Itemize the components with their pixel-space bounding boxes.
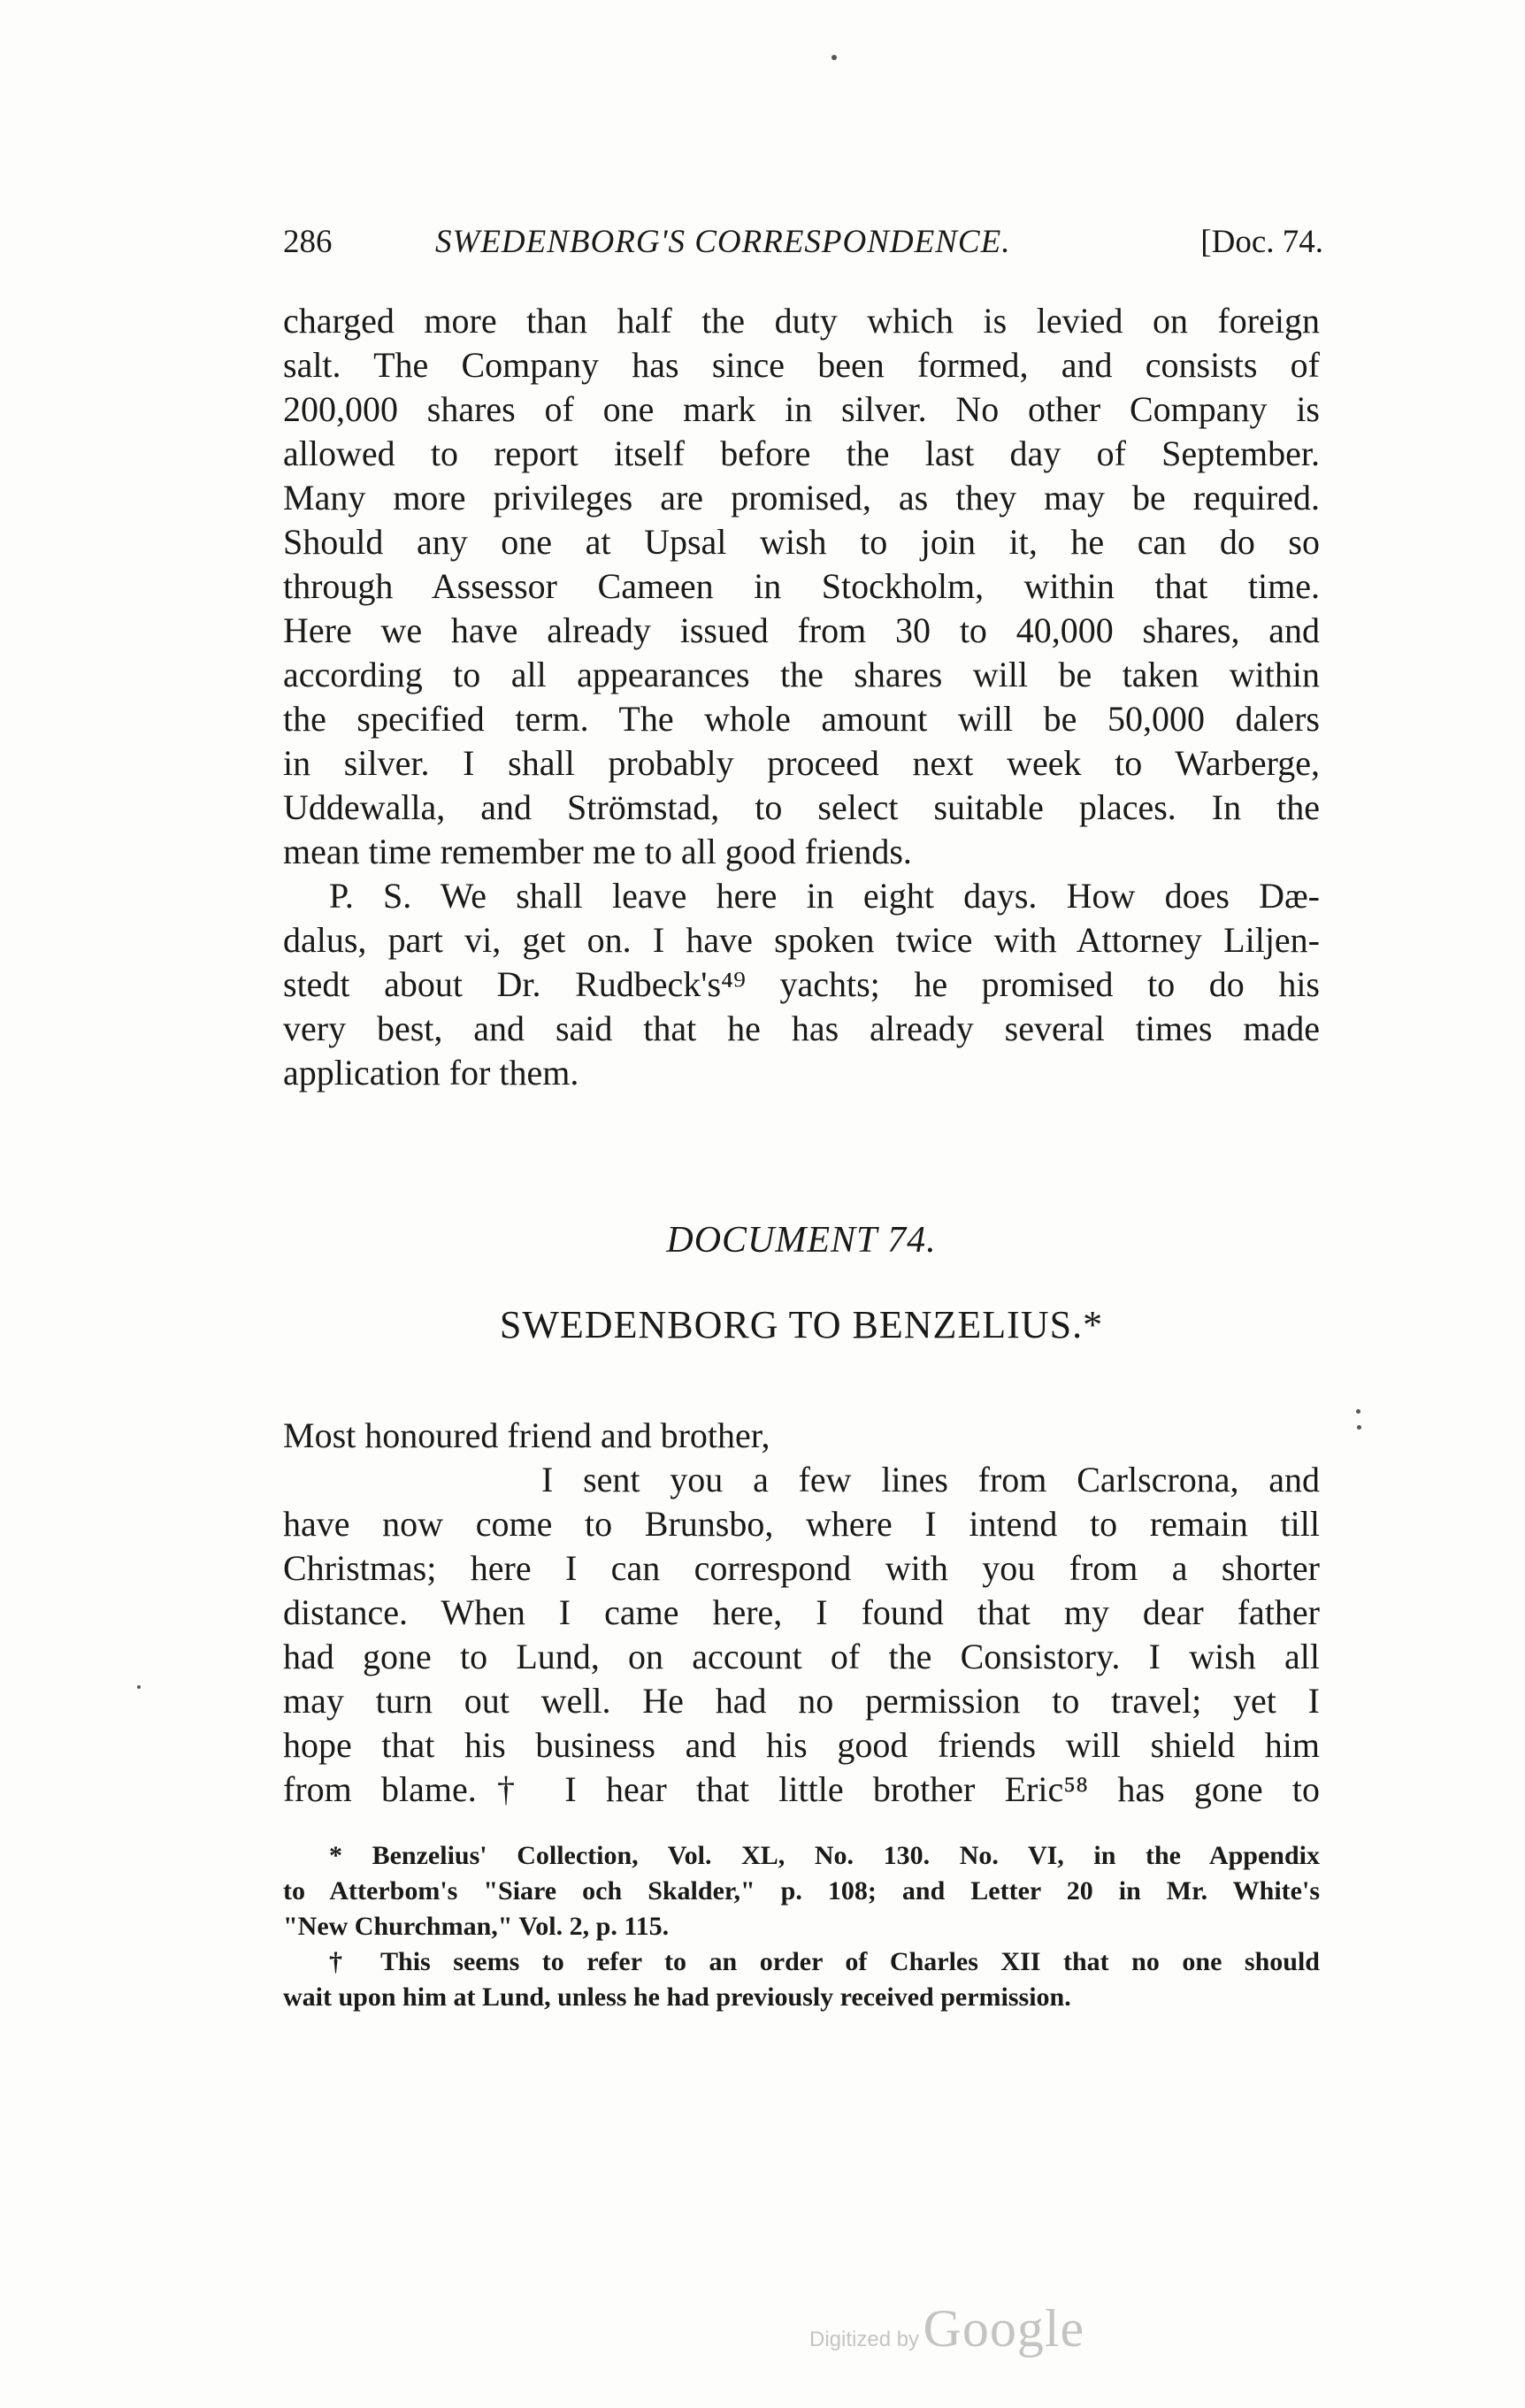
watermark-brand: Google [923, 2299, 1085, 2358]
text-line: application for them. [283, 1053, 579, 1093]
watermark-prefix: Digitized by [809, 2327, 920, 2351]
page-header [283, 223, 1323, 267]
text-line: Christmas; here I can correspond with you from a shorter [283, 1548, 1320, 1588]
footnote-line: to Atterbom's "Siare och Skalder," p. 108; and Letter 20 in Mr. White's [283, 1876, 1320, 1906]
text-line: had gone to Lund, on account of the Consistory. I wish all [283, 1637, 1320, 1676]
text-line: may turn out well. He had no permission to travel; yet I [283, 1681, 1320, 1721]
letter-body [283, 1414, 1320, 1812]
text-line: through Assessor Cameen in Stockholm, within that time. [283, 566, 1320, 606]
salutation: Most honoured friend and brother, [283, 1415, 770, 1455]
text-line: allowed to report itself before the last day of September. [283, 433, 1320, 473]
text-line: Many more privileges are promised, as they may be required. [283, 478, 1320, 518]
text-line: the specified term. The whole amount will be 50,000 dalers [283, 699, 1320, 739]
postscript-paragraph [283, 874, 1320, 1095]
document-subheading: SWEDENBORG TO BENZELIUS.* [499, 1303, 1104, 1346]
footnote-line: "New Churchman," Vol. 2, p. 115. [283, 1912, 670, 1941]
scan-speck [1357, 1425, 1361, 1430]
text-line: charged more than half the duty which is levied on foreign [283, 301, 1320, 341]
scan-speck [831, 55, 837, 60]
continuation-paragraph [283, 299, 1320, 874]
document-reference: [Doc. 74. [1200, 224, 1323, 260]
text-line: from blame.† I hear that little brother Eric⁵⁸ has gone to [283, 1769, 1320, 1809]
text-line: I sent you a few lines from Carlscrona, and [541, 1460, 1320, 1499]
text-line: P. S. We shall leave here in eight days. How does Dæ- [329, 876, 1320, 916]
text-line: very best, and said that he has already several times made [283, 1008, 1320, 1048]
footnote-line: * Benzelius' Collection, Vol. XL, No. 130. No. VI, in the Appendix [329, 1841, 1320, 1870]
scan-speck [1356, 1409, 1360, 1414]
text-line: salt. The Company has since been formed, and consists of [283, 345, 1320, 385]
text-line: distance. When I came here, I found that my dear father [283, 1592, 1320, 1632]
footnotes [283, 1838, 1320, 2015]
digitized-watermark [809, 2298, 1084, 2359]
text-line: have now come to Brunsbo, where I intend to remain till [283, 1504, 1320, 1544]
footnote-line: wait upon him at Lund, unless he had previously received permission. [283, 1982, 1071, 2012]
text-line: stedt about Dr. Rudbeck's⁴⁹ yachts; he promised to do his [283, 964, 1320, 1004]
text-line: Should any one at Upsal wish to join it, he can do so [283, 522, 1320, 562]
page-number: 286 [283, 224, 333, 260]
text-line: Here we have already issued from 30 to 40,000 shares, and [283, 610, 1320, 650]
text-line: according to all appearances the shares will be taken within [283, 655, 1320, 694]
document-heading: DOCUMENT 74. [666, 1220, 937, 1261]
running-title: SWEDENBORG'S CORRESPONDENCE. [435, 224, 1011, 260]
scan-speck [137, 1685, 141, 1689]
text-line: Uddewalla, and Strömstad, to select suitable places. In the [283, 787, 1320, 827]
footnote-line: † This seems to refer to an order of Charles XII that no one should [329, 1947, 1320, 1976]
text-line: in silver. I shall probably proceed next week to Warberge, [283, 743, 1320, 783]
text-line: dalus, part vi, get on. I have spoken twice with Attorney Liljen- [283, 920, 1320, 960]
text-line: mean time remember me to all good friends. [283, 832, 912, 871]
text-line: hope that his business and his good friends will shield him [283, 1725, 1320, 1765]
text-line: 200,000 shares of one mark in silver. No other Company is [283, 389, 1320, 429]
